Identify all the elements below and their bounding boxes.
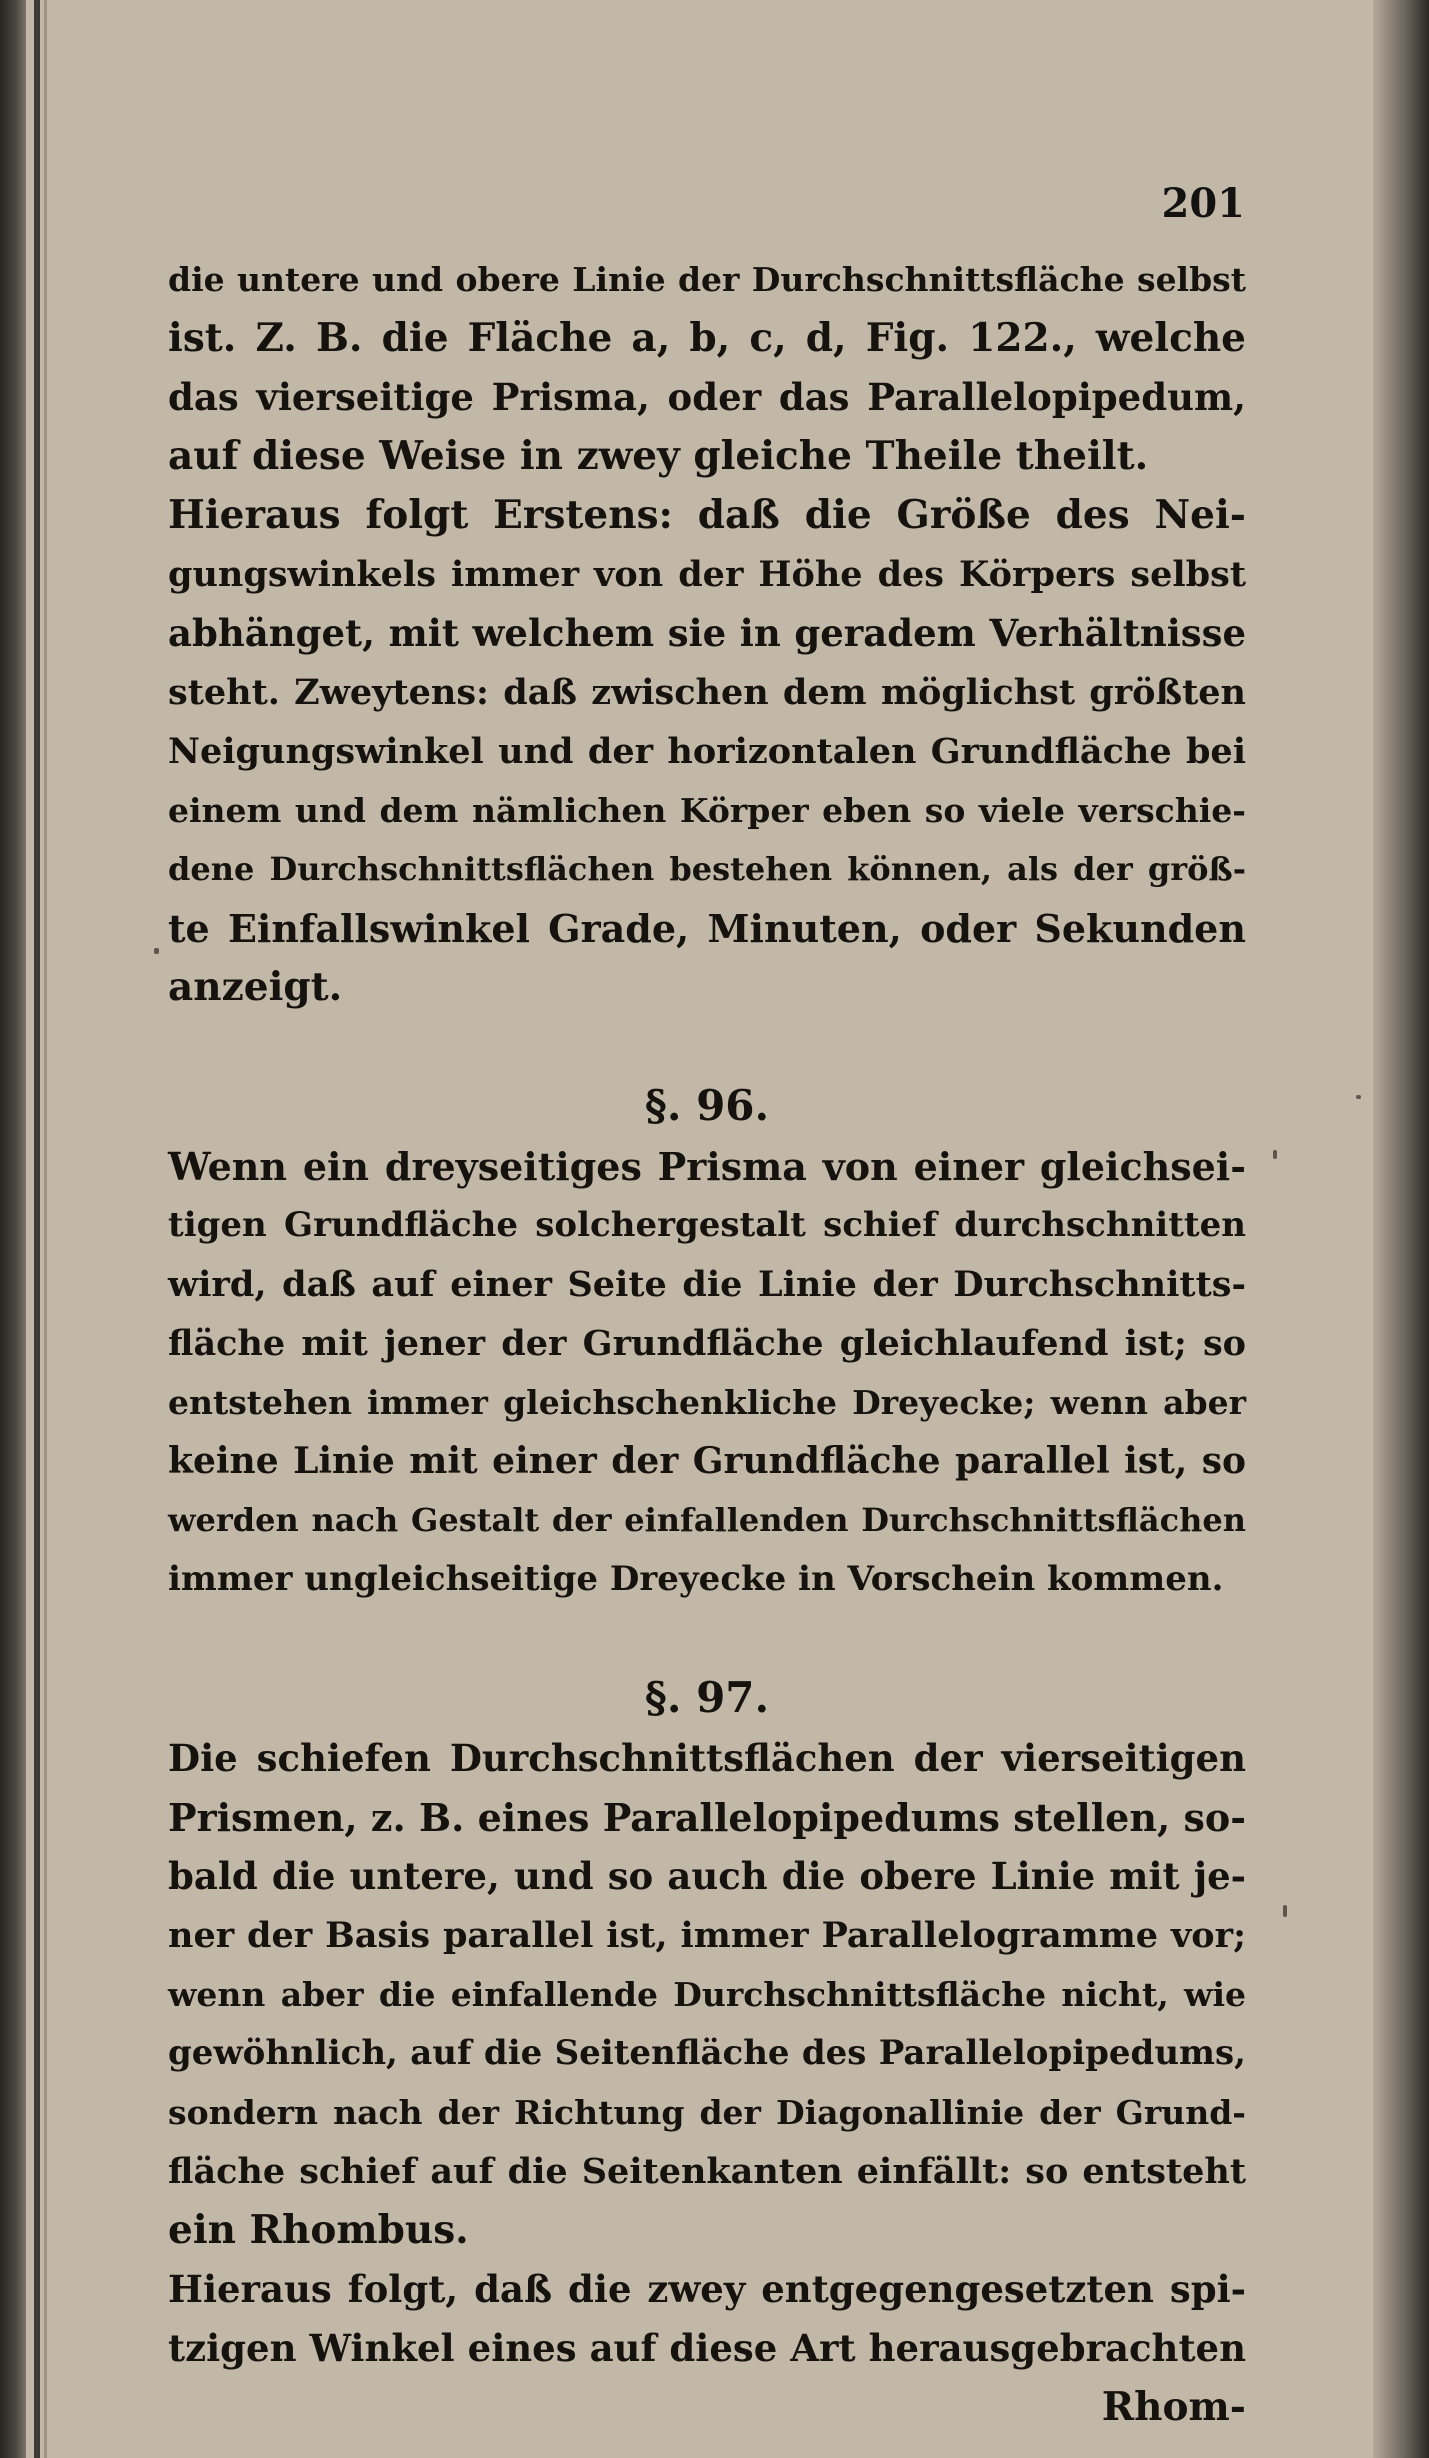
- text-line: die untere und obere Linie der Durchschnittsfläche selbst: [168, 260, 1246, 299]
- section-heading-97: §. 97.: [644, 1673, 770, 1722]
- text-line: gewöhnlich, auf die Seitenfläche des Parallelopipedums,: [168, 2033, 1246, 2073]
- text-line: Die schiefen Durchschnittsflächen der vierseitigen: [168, 1736, 1246, 1780]
- text-line: Hieraus folgt, daß die zwey entgegengesetzten spi-: [168, 2267, 1246, 2311]
- text-line: Wenn ein dreyseitiges Prisma von einer gleichsei-: [168, 1144, 1246, 1189]
- text-line: dene Durchschnittsflächen bestehen können, als der größ-: [168, 850, 1246, 888]
- catchword: Rhom-: [1101, 2384, 1246, 2430]
- text-line: fläche mit jener der Grundfläche gleichlaufend ist; so: [168, 1323, 1246, 1364]
- text-line: ein Rhombus.: [168, 2207, 469, 2253]
- binding-fold-line: [34, 0, 40, 2458]
- text-line: anzeigt.: [168, 964, 343, 1010]
- text-line: einem und dem nämlichen Körper eben so viele verschie-: [168, 791, 1246, 830]
- text-line: sondern nach der Richtung der Diagonallinie der Grund-: [168, 2093, 1246, 2132]
- text-line: immer ungleichseitige Dreyecke in Vorschein kommen.: [168, 1559, 1224, 1599]
- page-edge-shadow: [1373, 0, 1429, 2458]
- text-line: te Einfallswinkel Grade, Minuten, oder Sekunden: [168, 906, 1246, 951]
- text-line: tzigen Winkel eines auf diese Art herausgebrachten: [168, 2326, 1246, 2370]
- text-line: abhänget, mit welchem sie in geradem Verhältnisse: [168, 611, 1246, 655]
- page-number: 201: [1161, 180, 1245, 227]
- text-line: Neigungswinkel und der horizontalen Grundfläche bei: [168, 731, 1246, 772]
- text-line: fläche schief auf die Seitenkanten einfällt: so entsteht: [168, 2151, 1246, 2192]
- section-heading-96: §. 96.: [644, 1081, 770, 1130]
- text-line: gungswinkels immer von der Höhe des Körpers selbst: [168, 554, 1246, 595]
- text-line: auf diese Weise in zwey gleiche Theile theilt.: [168, 433, 1149, 479]
- text-line: entstehen immer gleichschenkliche Dreyecke; wenn aber: [168, 1383, 1246, 1422]
- text-line: wenn aber die einfallende Durchschnittsfläche nicht, wie: [168, 1975, 1246, 2014]
- paper-speck: [1283, 1905, 1287, 1917]
- text-line: ner der Basis parallel ist, immer Parallelogramme vor;: [168, 1915, 1246, 1956]
- text-line: wird, daß auf einer Seite die Linie der Durchschnitts-: [168, 1264, 1246, 1305]
- text-line: steht. Zweytens: daß zwischen dem möglichst größten: [168, 672, 1246, 713]
- text-line: ist. Z. B. die Fläche a, b, c, d, Fig. 122., welche: [168, 315, 1246, 361]
- text-line: das vierseitige Prisma, oder das Parallelopipedum,: [168, 375, 1246, 419]
- text-line: tigen Grundfläche solchergestalt schief durchschnitten: [168, 1205, 1246, 1245]
- paper-speck: [1273, 1150, 1277, 1159]
- paper-speck: [154, 948, 159, 954]
- text-line: Hieraus folgt Erstens: daß die Größe des Nei-: [168, 492, 1246, 538]
- text-line: werden nach Gestalt der einfallenden Durchschnittsflächen: [168, 1501, 1246, 1539]
- binding-fold-highlight: [44, 0, 47, 2458]
- text-line: keine Linie mit einer der Grundfläche parallel ist, so: [168, 1440, 1246, 1482]
- binding-shadow: [0, 0, 26, 2458]
- text-line: bald die untere, und so auch die obere Linie mit je-: [168, 1854, 1246, 1898]
- body-text: [168, 250, 1246, 2437]
- text-line: Prismen, z. B. eines Parallelopipedums stellen, so-: [168, 1795, 1246, 1840]
- paper-speck: [1356, 1095, 1361, 1099]
